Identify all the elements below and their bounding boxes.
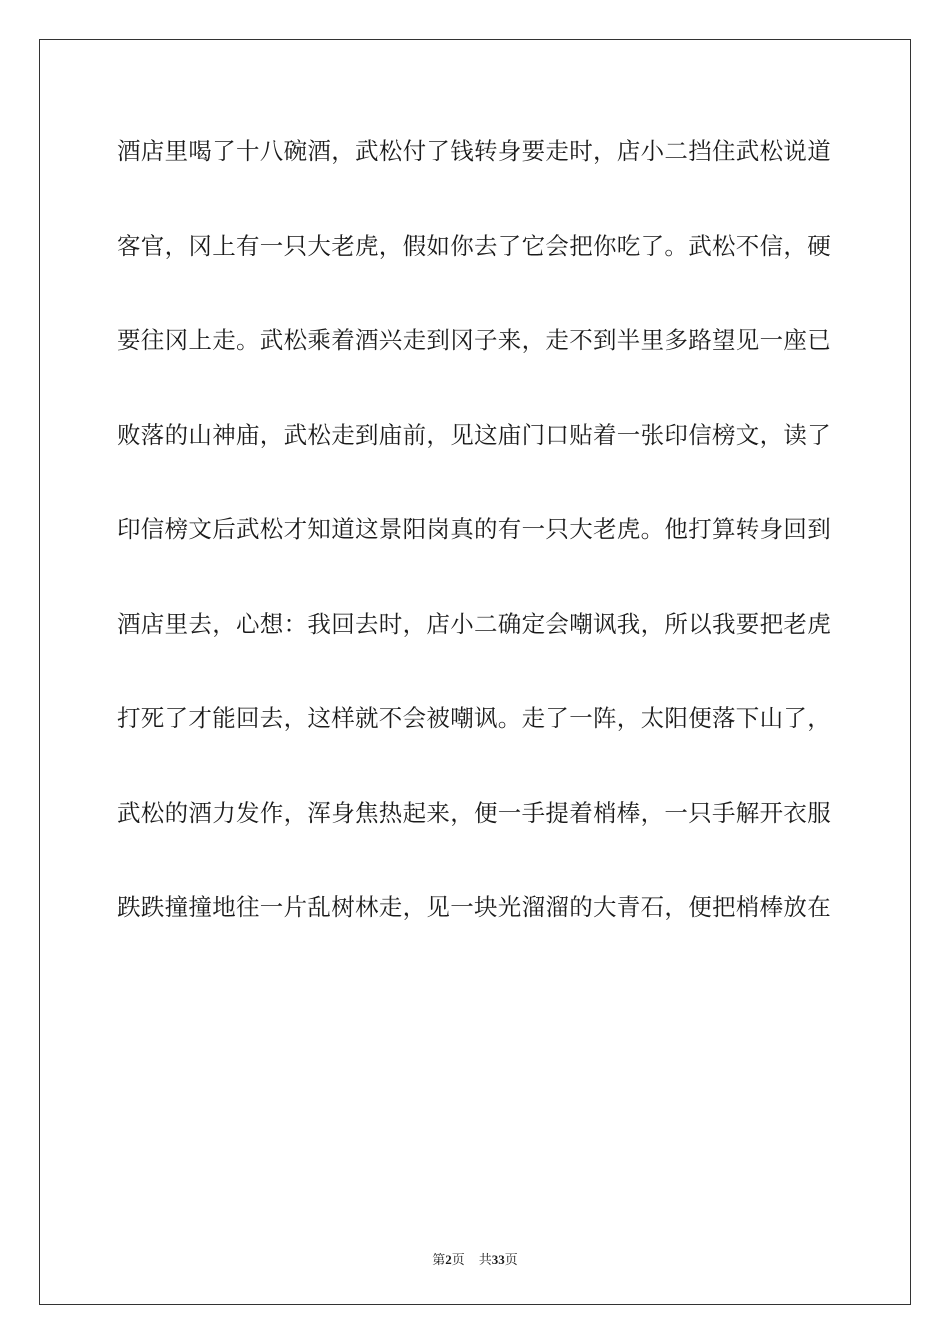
page-footer <box>0 1249 950 1268</box>
page-unit: 页 <box>451 1252 465 1267</box>
text-line: 武松的酒力发作，浑身焦热起来，便一手提着梢棒，一只手解开衣服 <box>117 798 831 827</box>
text-line: 印信榜文后武松才知道这景阳岗真的有一只大老虎。他打算转身回到 <box>117 515 831 543</box>
total-prefix: 共 <box>478 1252 492 1267</box>
text-line: 酒店里喝了十八碗酒，武松付了钱转身要走时，店小二挡住武松说道 <box>117 137 831 165</box>
total-pages-number: 33 <box>491 1252 505 1267</box>
text-line: 酒店里去，心想：我回去时，店小二确定会嘲讽我，所以我要把老虎 <box>117 609 831 638</box>
page-prefix: 第 <box>432 1252 446 1267</box>
document-body <box>117 124 837 975</box>
text-line: 打死了才能回去，这样就不会被嘲讽。走了一阵，太阳便落下山了， <box>117 704 831 732</box>
current-page-number: 2 <box>445 1252 452 1267</box>
total-unit: 页 <box>504 1252 518 1267</box>
text-line: 败落的山神庙，武松走到庙前，见这庙门口贴着一张印信榜文，读了 <box>117 420 831 449</box>
text-line: 要往冈上走。武松乘着酒兴走到冈子来，走不到半里多路望见一座已 <box>117 326 831 354</box>
text-line: 客官，冈上有一只大老虎，假如你去了它会把你吃了。武松不信，硬 <box>117 231 831 260</box>
text-line: 跌跌撞撞地往一片乱树林走，见一块光溜溜的大青石，便把梢棒放在 <box>117 893 831 921</box>
